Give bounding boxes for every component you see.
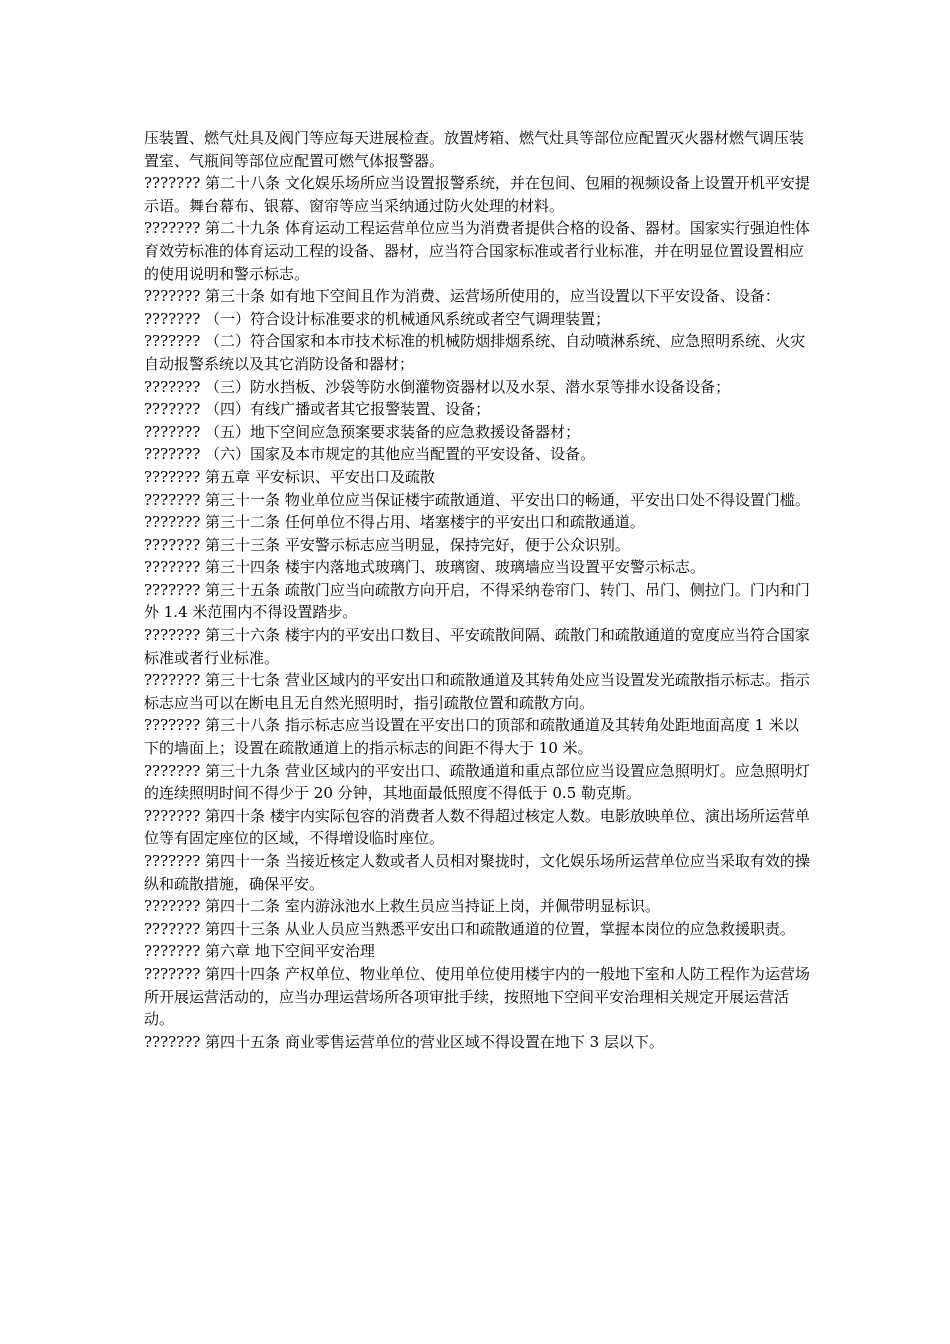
paragraph-article-28: ??????? 第二十八条 文化娱乐场所应当设置报警系统，并在包间、包厢的视频设备上设置开机平安提示语。舞台幕布、银幕、窗帘等应当采纳通过防火处理的材料。 [144,174,810,215]
paragraph-article-45: ??????? 第四十五条 商业零售运营单位的营业区域不得设置在地下 3 层以下。 [144,1032,664,1051]
paragraph-gas-equipment: 压装置、燃气灶具及阀门等应每天进展检查。放置烤箱、燃气灶具等部位应配置灭火器材燃气调压装置室、气瓶间等部位应配置可燃气体报警器。 [144,129,805,170]
paragraph-article-34: ??????? 第三十四条 楼宇内落地式玻璃门、玻璃窗、玻璃墙应当设置平安警示标志。 [144,558,705,577]
paragraph-article-30: ??????? 第三十条 如有地下空间且作为消费、运营场所使用的，应当设置以下平安设备、设备： [144,287,780,306]
paragraph-article-44: ??????? 第四十四条 产权单位、物业单位、使用单位使用楼宇内的一般地下室和人防工程作为运营场所开展运营活动的，应当办理运营场所各项审批手续，按照地下空间平安治理相关规定开展运营活动。 [144,964,810,1029]
list-item-3: ??????? （三）防水挡板、沙袋等防水倒灌物资器材以及水泵、潜水泵等排水设备设备； [144,377,731,396]
chapter-6-heading: ??????? 第六章 地下空间平安治理 [144,942,375,961]
list-item-1: ??????? （一）符合设计标准要求的机械通风系统或者空气调理装置； [144,309,611,328]
paragraph-article-31: ??????? 第三十一条 物业单位应当保证楼宇疏散通道、平安出口的畅通，平安出口处不得设置门槛。 [144,490,810,509]
list-item-4: ??????? （四）有线广播或者其它报警装置、设备； [144,400,491,419]
paragraph-article-43: ??????? 第四十三条 从业人员应当熟悉平安出口和疏散通道的位置，掌握本岗位的应急救援职责。 [144,919,795,938]
paragraph-article-36: ??????? 第三十六条 楼宇内的平安出口数目、平安疏散间隔、疏散门和疏散通道的宽度应当符合国家标准或者行业标准。 [144,626,810,667]
paragraph-article-38: ??????? 第三十八条 指示标志应当设置在平安出口的顶部和疏散通道及其转角处距地面高度 1 米以下的墙面上；设置在疏散通道上的指示标志的间距不得大于 10 米。 [144,716,799,758]
paragraph-article-33: ??????? 第三十三条 平安警示标志应当明显，保持完好，便于公众识别。 [144,535,630,554]
paragraph-article-40: ??????? 第四十条 楼宇内实际包容的消费者人数不得超过核定人数。电影放映单位、演出场所运营单位等有固定座位的区域，不得增设临时座位。 [144,806,810,848]
paragraph-article-29: ??????? 第二十九条 体育运动工程运营单位应当为消费者提供合格的设备、器材。国家实行强迫性体育效劳标准的体育运动工程的设备、器材，应当符合国家标准或者行业标准，并在明显位置设置相应的使用说明和警示标志。 [144,219,810,283]
list-item-6: ??????? （六）国家及本市规定的其他应当配置的平安设备、设备。 [144,445,596,464]
document-body [144,127,810,1053]
chapter-5-heading: ??????? 第五章 平安标识、平安出口及疏散 [144,467,435,486]
paragraph-article-32: ??????? 第三十二条 任何单位不得占用、堵塞楼宇的平安出口和疏散通道。 [144,513,645,532]
paragraph-article-35: ??????? 第三十五条 疏散门应当向疏散方向开启，不得采纳卷帘门、转门、吊门、侧拉门。门内和门外 1.4 米范围内不得设置踏步。 [144,580,810,622]
list-item-5: ??????? （五）地下空间应急预案要求装备的应急救援设备器材； [144,422,581,441]
paragraph-article-37: ??????? 第三十七条 营业区域内的平安出口和疏散通道及其转角处应当设置发光疏散指示标志。指示标志应当可以在断电且无自然光照明时，指引疏散位置和疏散方向。 [144,671,810,712]
list-item-2: ??????? （二）符合国家和本市技术标准的机械防烟排烟系统、自动喷淋系统、应急照明系统、火灾自动报警系统以及其它消防设备和器材； [144,332,806,373]
paragraph-article-39: ??????? 第三十九条 营业区域内的平安出口、疏散通道和重点部位应当设置应急照明灯。应急照明灯的连续照明时间不得少于 20 分钟，其地面最低照度不得低于 0.5 勒克斯。 [144,761,810,803]
paragraph-article-42: ??????? 第四十二条 室内游泳池水上救生员应当持证上岗，并佩带明显标识。 [144,897,660,916]
paragraph-article-41: ??????? 第四十一条 当接近核定人数或者人员相对聚拢时，文化娱乐场所运营单位应当采取有效的操纵和疏散措施，确保平安。 [144,852,810,893]
